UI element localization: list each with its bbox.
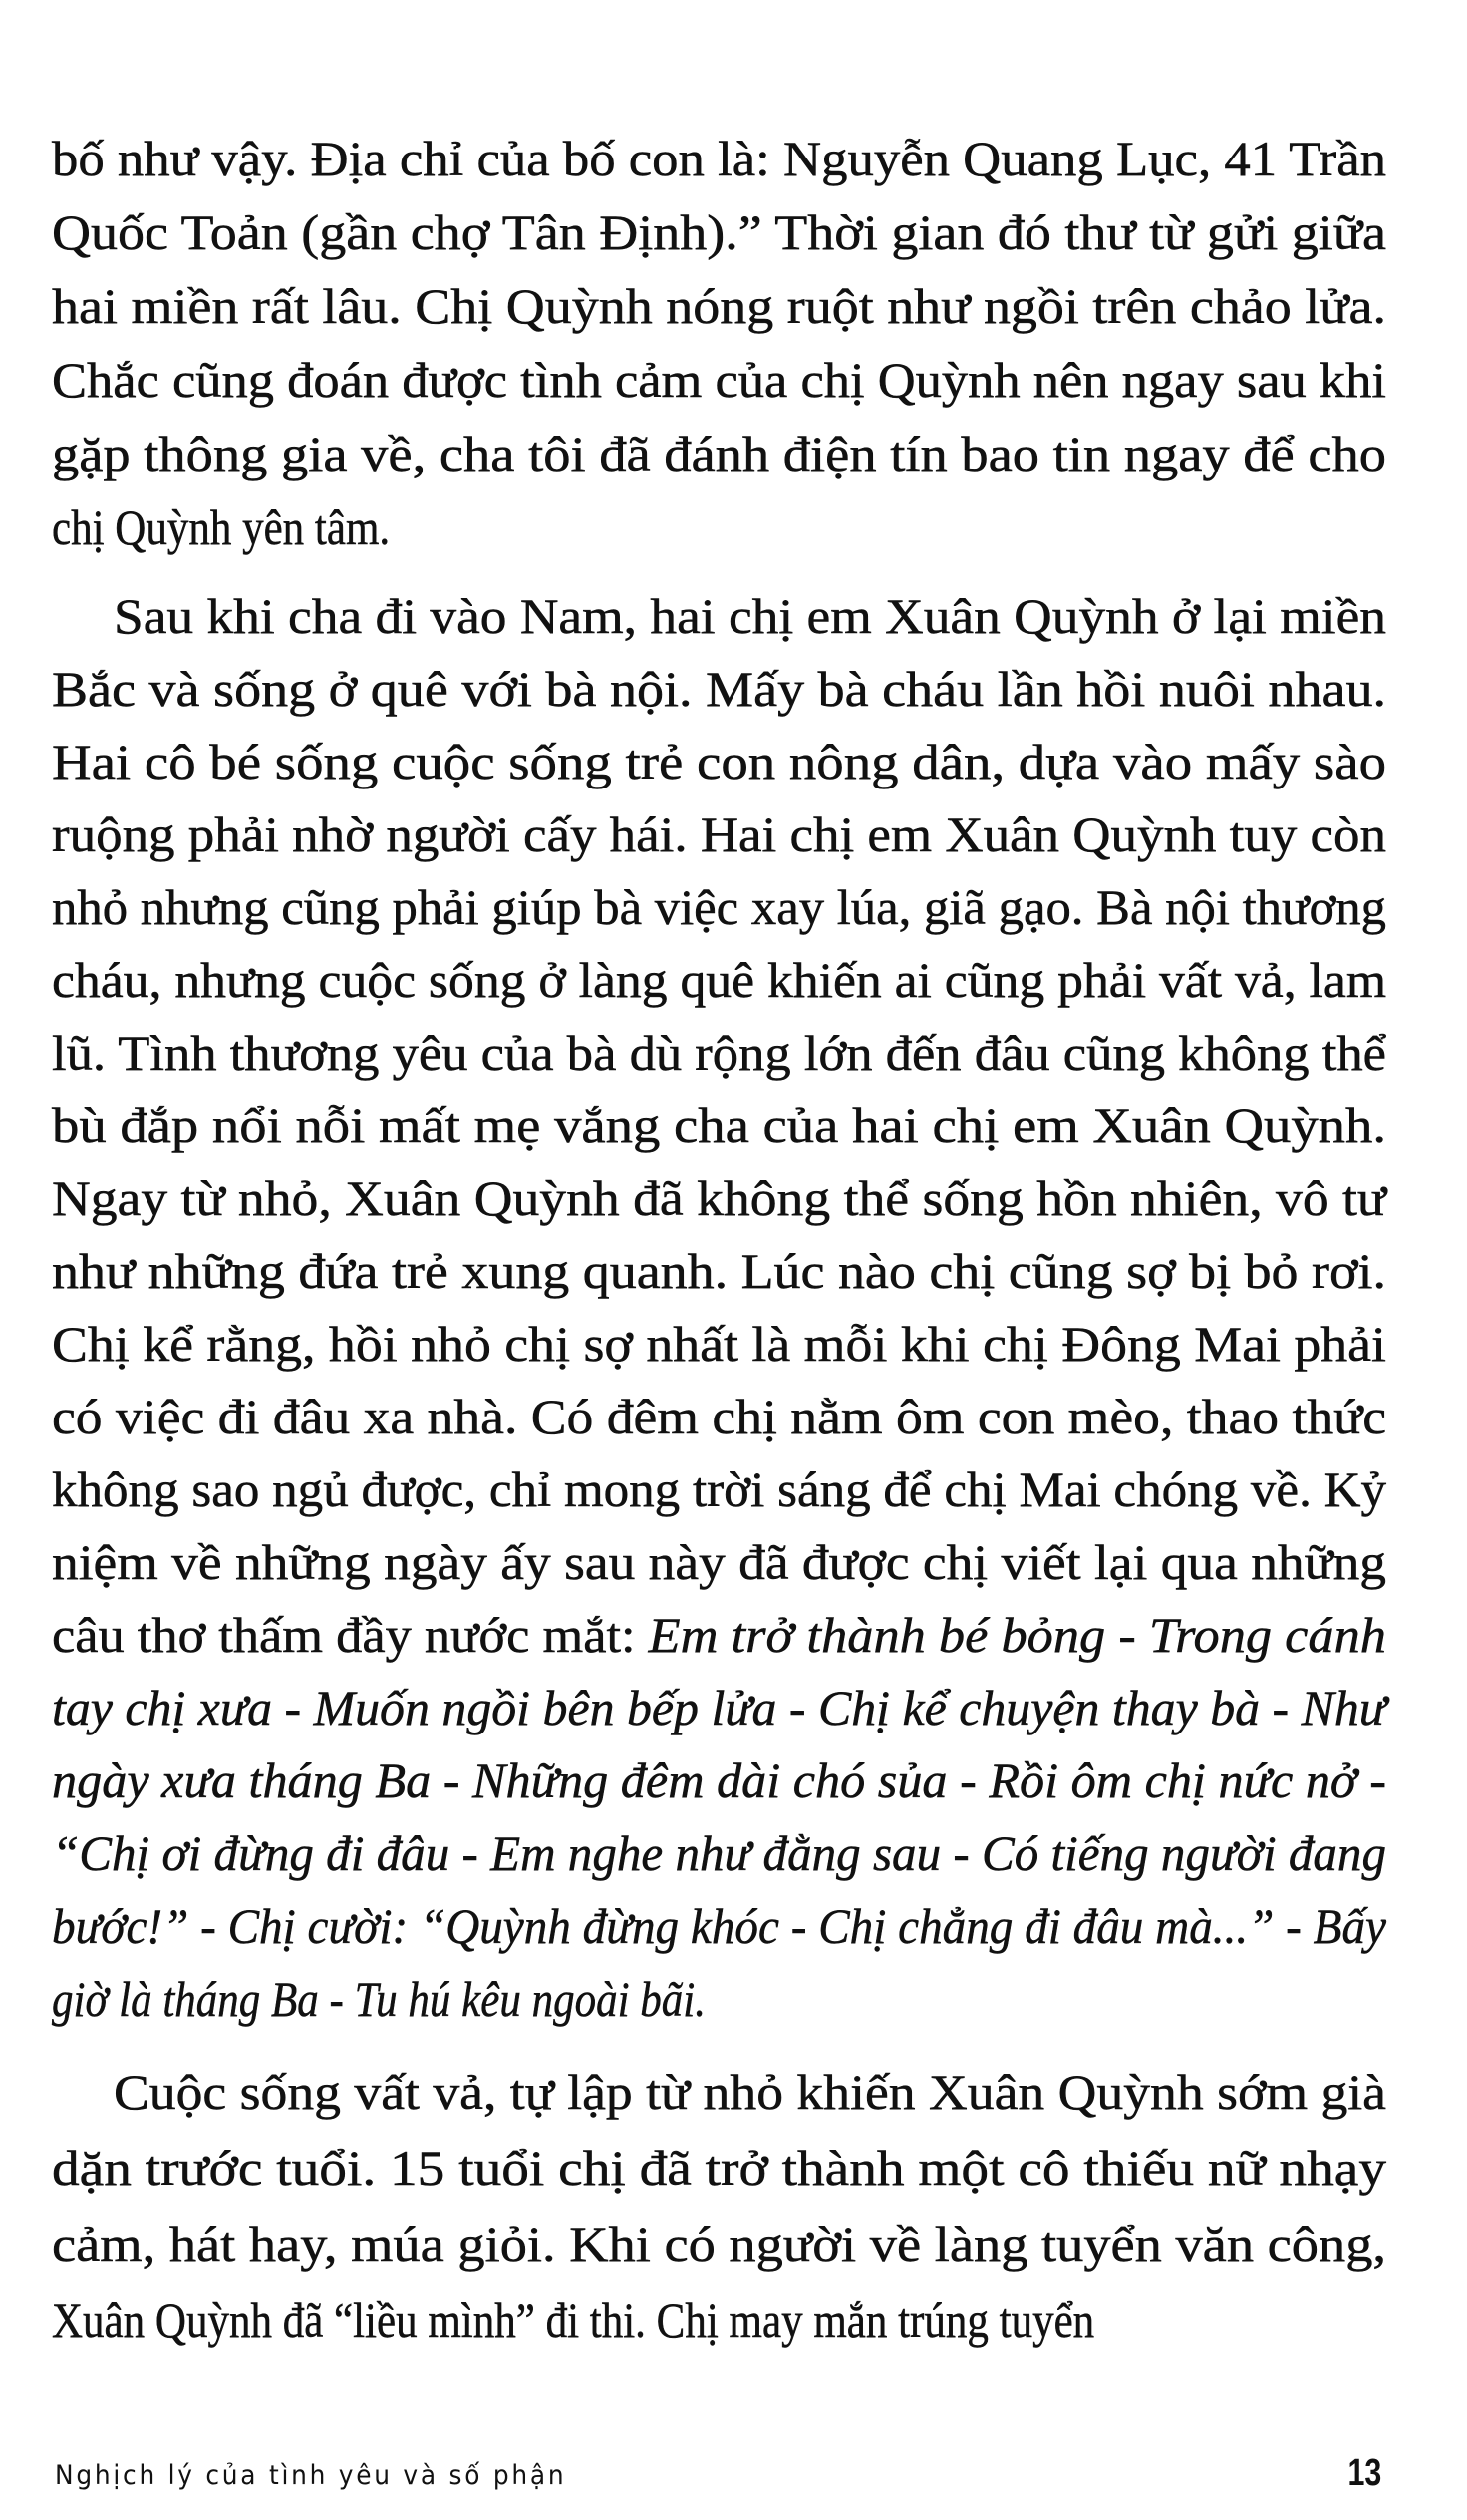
text-line bbox=[52, 1090, 1386, 1162]
poem-quote-italic: ngày xưa tháng Ba - Những đêm dài chó sủa - Rồi ôm chị nức nở - bbox=[52, 1752, 1386, 1808]
text-line bbox=[52, 1672, 1386, 1744]
text-line bbox=[52, 1381, 1386, 1453]
text-line-content: Cuộc sống vất vả, tự lập từ nhỏ khiến Xuân Quỳnh sớm già bbox=[114, 2064, 1386, 2120]
text-line bbox=[52, 653, 1386, 726]
poem-quote-italic: bước!” - Chị cười: “Quỳnh đừng khóc - Chị chẳng đi đâu mà...” - Bấy bbox=[52, 1898, 1386, 1954]
text-line bbox=[52, 1744, 1386, 1817]
text-line-content: Chắc cũng đoán được tình cảm của chị Quỳnh nên ngay sau khi bbox=[52, 352, 1386, 408]
text-line bbox=[52, 195, 1386, 269]
text-line-content: ruộng phải nhờ người cấy hái. Hai chị em Xuân Quỳnh tuy còn bbox=[52, 806, 1386, 862]
paragraph-2 bbox=[52, 580, 1386, 2036]
text-line bbox=[52, 269, 1386, 343]
text-line-content bbox=[52, 1599, 1386, 1672]
text-line bbox=[52, 871, 1386, 944]
text-line-content: gặp thông gia về, cha tôi đã đánh điện tín bao tin ngay để cho bbox=[52, 426, 1386, 481]
text-line-content: hai miền rất lâu. Chị Quỳnh nóng ruột như ngồi trên chảo lửa. bbox=[52, 278, 1386, 334]
text-line-content: Bắc và sống ở quê với bà nội. Mấy bà cháu lần hồi nuôi nhau. bbox=[52, 661, 1386, 717]
poem-quote-italic: “Chị ơi đừng đi đâu - Em nghe như đằng sau - Có tiếng người đang bbox=[52, 1825, 1386, 1881]
text-line bbox=[52, 1817, 1386, 1890]
text-line bbox=[52, 1017, 1386, 1090]
text-line-content: chị Quỳnh yên tâm. bbox=[52, 499, 391, 555]
text-line bbox=[52, 1453, 1386, 1526]
text-line-content: Quốc Toản (gần chợ Tân Định).” Thời gian đó thư từ gửi giữa bbox=[52, 204, 1386, 260]
text-line-content: Xuân Quỳnh đã “liều mình” đi thi. Chị may mắn trúng tuyển bbox=[52, 2292, 1095, 2348]
text-line bbox=[52, 580, 1386, 653]
text-line-content: dặn trước tuổi. 15 tuổi chị đã trở thành một cô thiếu nữ nhạy bbox=[52, 2140, 1387, 2196]
text-line bbox=[52, 1308, 1386, 1381]
text-line bbox=[52, 944, 1386, 1017]
text-line-content: Ngay từ nhỏ, Xuân Quỳnh đã không thể sống hồn nhiên, vô tư bbox=[52, 1170, 1386, 1226]
paragraph-1 bbox=[52, 122, 1386, 564]
text-line-content bbox=[52, 1817, 1386, 1890]
text-line-content: Hai cô bé sống cuộc sống trẻ con nông dân, dựa vào mấy sào bbox=[52, 734, 1386, 789]
text-line-content: nhỏ nhưng cũng phải giúp bà việc xay lúa, giã gạo. Bà nội thương bbox=[52, 879, 1386, 935]
text-line bbox=[52, 798, 1386, 871]
text-line bbox=[52, 1526, 1386, 1599]
text-line-content: không sao ngủ được, chỉ mong trời sáng để chị Mai chóng về. Kỷ bbox=[52, 1461, 1386, 1517]
text-line bbox=[52, 417, 1386, 490]
poem-quote-italic: Em trở thành bé bỏng - Trong cánh bbox=[648, 1607, 1386, 1663]
text-line-content bbox=[52, 1963, 706, 2036]
text-line bbox=[52, 1963, 1386, 2036]
text-line-content: Sau khi cha đi vào Nam, hai chị em Xuân Quỳnh ở lại miền bbox=[114, 588, 1386, 644]
text-line bbox=[52, 1235, 1386, 1308]
text-line-content: bố như vậy. Địa chỉ của bố con là: Nguyễn Quang Lục, 41 Trần bbox=[52, 131, 1386, 186]
text-line bbox=[52, 1890, 1386, 1963]
text-line-content: có việc đi đâu xa nhà. Có đêm chị nằm ôm con mèo, thao thức bbox=[52, 1389, 1386, 1444]
text-line-content bbox=[52, 1672, 1386, 1744]
poem-quote-italic: tay chị xưa - Muốn ngồi bên bếp lửa - Chị kể chuyện thay bà - Như bbox=[52, 1680, 1386, 1735]
running-footer-book-title: Nghịch lý của tình yêu và số phận bbox=[55, 2460, 567, 2491]
text-line-content: bù đắp nổi nỗi mất mẹ vắng cha của hai chị em Xuân Quỳnh. bbox=[52, 1098, 1386, 1153]
poem-quote-italic: giờ là tháng Ba - Tu hú kêu ngoài bãi. bbox=[52, 1971, 706, 2027]
text-line-content: cảm, hát hay, múa giỏi. Khi có người về làng tuyển văn công, bbox=[52, 2216, 1386, 2272]
text-line bbox=[52, 490, 1386, 564]
text-line-content: niệm về những ngày ấy sau này đã được chị viết lại qua những bbox=[52, 1534, 1386, 1590]
text-line-content: lũ. Tình thương yêu của bà dù rộng lớn đến đâu cũng không thể bbox=[52, 1025, 1386, 1081]
text-line bbox=[52, 2130, 1386, 2206]
text-line-content bbox=[52, 1744, 1386, 1817]
page-number: 13 bbox=[1347, 2452, 1381, 2494]
text-line bbox=[52, 1599, 1386, 1672]
body-text: câu thơ thấm đầy nước mắt: bbox=[52, 1607, 649, 1663]
text-line-content: Chị kể rằng, hồi nhỏ chị sợ nhất là mỗi khi chị Đông Mai phải bbox=[52, 1316, 1387, 1372]
text-line-content: cháu, nhưng cuộc sống ở làng quê khiến ai cũng phải vất vả, lam bbox=[52, 952, 1386, 1008]
text-line bbox=[52, 1162, 1386, 1235]
text-line bbox=[52, 122, 1386, 195]
text-line bbox=[52, 726, 1386, 798]
text-line-content bbox=[52, 1890, 1386, 1963]
text-line bbox=[52, 2206, 1386, 2282]
text-line bbox=[52, 343, 1386, 417]
text-line bbox=[52, 2054, 1386, 2130]
text-line bbox=[52, 2282, 1386, 2358]
text-line-content: như những đứa trẻ xung quanh. Lúc nào chị cũng sợ bị bỏ rơi. bbox=[52, 1243, 1386, 1299]
paragraph-3 bbox=[52, 2054, 1386, 2358]
